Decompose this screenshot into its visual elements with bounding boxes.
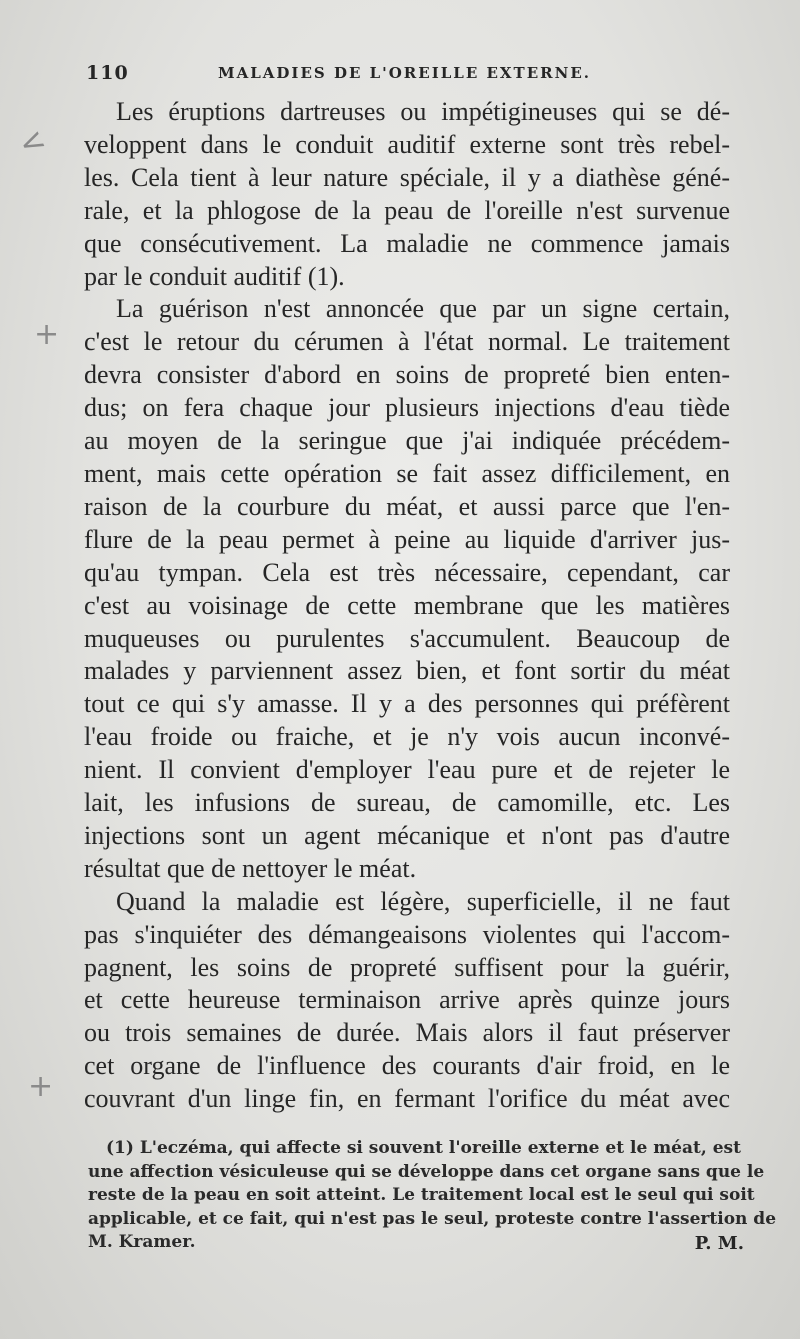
page-header bbox=[86, 62, 736, 86]
footnote-line: M. Kramer. bbox=[88, 1232, 196, 1252]
paragraph bbox=[84, 96, 730, 293]
text-line: La guérison n'est annoncée que par un signe certain, bbox=[116, 294, 730, 324]
body-text bbox=[84, 96, 730, 1116]
text-line: c'est le retour du cérumen à l'état normal. Le traitement bbox=[84, 327, 730, 357]
footnote-line: reste de la peau en soit atteint. Le traitement local est le seul qui soit bbox=[88, 1185, 755, 1205]
text-line: devra consister d'abord en soins de propreté bien enten- bbox=[84, 360, 730, 390]
footnote-line: (1) L'eczéma, qui affecte si souvent l'oreille externe et le méat, est bbox=[106, 1138, 741, 1158]
text-line: c'est au voisinage de cette membrane que les matières bbox=[84, 590, 730, 620]
text-line: que consécutivement. La maladie ne commence jamais bbox=[84, 228, 730, 258]
paragraph bbox=[84, 293, 730, 885]
margin-pencil-mark: + bbox=[34, 317, 60, 352]
text-line: par le conduit auditif (1). bbox=[84, 261, 345, 291]
text-line: tout ce qui s'y amasse. Il y a des personnes qui préfèrent bbox=[84, 689, 730, 719]
footnote-line: une affection vésiculeuse qui se développe dans cet organe sans que le bbox=[88, 1161, 765, 1182]
text-line: raison de la courbure du méat, et aussi parce que l'en- bbox=[84, 491, 730, 521]
text-line: couvrant d'un linge fin, en fermant l'orifice du méat avec bbox=[84, 1084, 730, 1114]
page-number: 110 bbox=[86, 62, 129, 84]
footnote-line: applicable, et ce fait, qui n'est pas le seul, proteste contre l'assertion de bbox=[88, 1208, 777, 1229]
text-line: lait, les infusions de sureau, de camomille, etc. Les bbox=[84, 788, 730, 818]
text-line: résultat que de nettoyer le méat. bbox=[84, 853, 417, 883]
text-line: Les éruptions dartreuses ou impétigineuses qui se dé- bbox=[116, 97, 730, 126]
text-line: l'eau froide ou fraiche, et je n'y vois aucun inconvé- bbox=[84, 722, 730, 752]
text-line: au moyen de la seringue que j'ai indiquée précédem- bbox=[84, 426, 730, 456]
text-line: cet organe de l'influence des courants d'air froid, en le bbox=[84, 1051, 730, 1081]
text-line: qu'au tympan. Cela est très nécessaire, cependant, car bbox=[84, 557, 730, 587]
paragraph bbox=[84, 886, 730, 1116]
text-line: rale, et la phlogose de la peau de l'oreille n'est survenue bbox=[84, 195, 730, 225]
text-line: ou trois semaines de durée. Mais alors il faut préserver bbox=[84, 1018, 730, 1048]
text-line: veloppent dans le conduit auditif externe sont très rebel- bbox=[84, 129, 730, 159]
text-line: Quand la maladie est légère, superficielle, il ne faut bbox=[116, 886, 730, 916]
text-line: flure de la peau permet à peine au liquide d'arriver jus- bbox=[84, 524, 730, 554]
text-line: pas s'inquiéter des démangeaisons violentes qui l'accom- bbox=[84, 919, 730, 949]
text-line: pagnent, les soins de propreté suffisent pour la guérir, bbox=[84, 952, 730, 982]
text-line: dus; on fera chaque jour plusieurs injections d'eau tiède bbox=[84, 393, 730, 423]
margin-pencil-mark: < bbox=[13, 121, 52, 164]
text-line: ment, mais cette opération se fait assez difficilement, en bbox=[84, 458, 730, 488]
running-title: MALADIES DE L'OREILLE EXTERNE. bbox=[218, 64, 591, 82]
margin-pencil-mark: + bbox=[28, 1069, 54, 1104]
text-line: nient. Il convient d'employer l'eau pure et de rejeter le bbox=[84, 755, 730, 785]
footnote-signature: P. M. bbox=[694, 1233, 744, 1254]
text-line: muqueuses ou purulentes s'accumulent. Beaucoup de bbox=[84, 623, 730, 653]
text-line: injections sont un agent mécanique et n'ont pas d'autre bbox=[84, 820, 730, 850]
text-line: les. Cela tient à leur nature spéciale, il y a diathèse géné- bbox=[84, 162, 730, 192]
footnote bbox=[88, 1137, 777, 1255]
text-line: et cette heureuse terminaison arrive après quinze jours bbox=[84, 985, 730, 1015]
text-line: malades y parviennent assez bien, et font sortir du méat bbox=[84, 656, 730, 686]
